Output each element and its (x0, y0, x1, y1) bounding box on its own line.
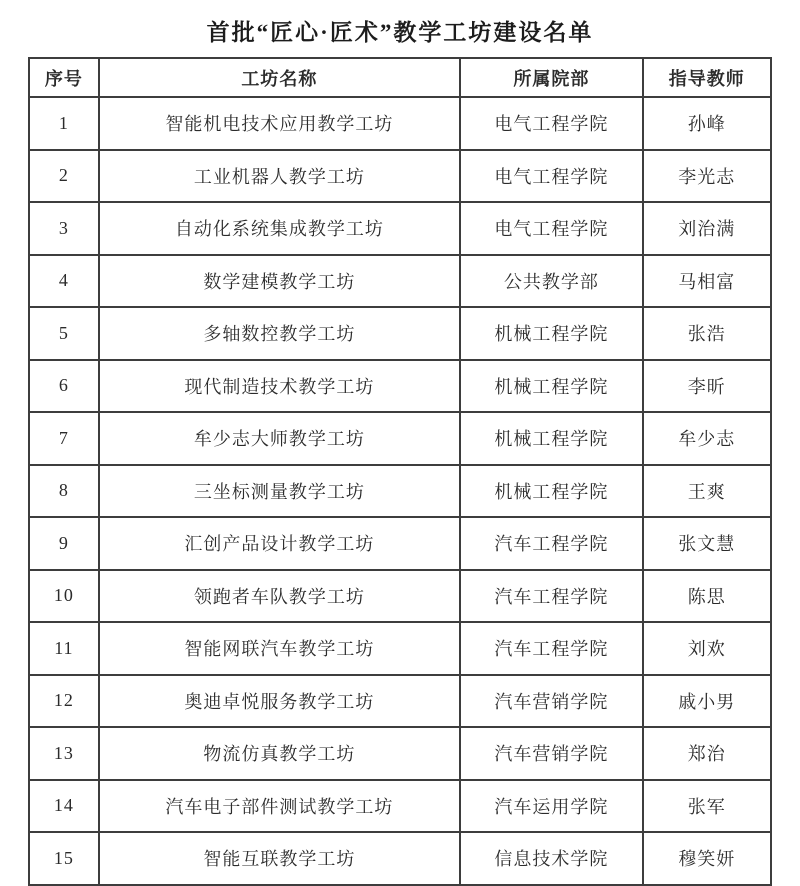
seq-cell: 15 (29, 832, 99, 885)
table-header-row (29, 58, 771, 97)
dept-cell: 汽车营销学院 (460, 675, 643, 728)
dept-cell: 汽车营销学院 (460, 727, 643, 780)
seq-cell: 9 (29, 517, 99, 570)
header-name: 工坊名称 (99, 58, 460, 97)
seq-cell: 10 (29, 570, 99, 623)
header-dept: 所属院部 (460, 58, 643, 97)
table-row (29, 360, 771, 413)
table-row (29, 465, 771, 518)
name-cell: 智能机电技术应用教学工坊 (99, 97, 460, 150)
table-row (29, 307, 771, 360)
name-cell: 自动化系统集成教学工坊 (99, 202, 460, 255)
table-row (29, 412, 771, 465)
dept-cell: 机械工程学院 (460, 465, 643, 518)
teacher-cell: 戚小男 (643, 675, 771, 728)
dept-cell: 公共教学部 (460, 255, 643, 308)
dept-cell: 电气工程学院 (460, 202, 643, 255)
workshop-table (28, 57, 772, 886)
table-row (29, 150, 771, 203)
name-cell: 三坐标测量教学工坊 (99, 465, 460, 518)
table-row (29, 202, 771, 255)
seq-cell: 1 (29, 97, 99, 150)
seq-cell: 5 (29, 307, 99, 360)
name-cell: 领跑者车队教学工坊 (99, 570, 460, 623)
teacher-cell: 张军 (643, 780, 771, 833)
dept-cell: 汽车运用学院 (460, 780, 643, 833)
table-row (29, 675, 771, 728)
name-cell: 数学建模教学工坊 (99, 255, 460, 308)
name-cell: 奥迪卓悦服务教学工坊 (99, 675, 460, 728)
teacher-cell: 郑治 (643, 727, 771, 780)
seq-cell: 12 (29, 675, 99, 728)
teacher-cell: 张文慧 (643, 517, 771, 570)
name-cell: 汽车电子部件测试教学工坊 (99, 780, 460, 833)
seq-cell: 8 (29, 465, 99, 518)
teacher-cell: 李光志 (643, 150, 771, 203)
name-cell: 现代制造技术教学工坊 (99, 360, 460, 413)
name-cell: 智能互联教学工坊 (99, 832, 460, 885)
table-row (29, 780, 771, 833)
seq-cell: 14 (29, 780, 99, 833)
name-cell: 智能网联汽车教学工坊 (99, 622, 460, 675)
name-cell: 工业机器人教学工坊 (99, 150, 460, 203)
header-teacher: 指导教师 (643, 58, 771, 97)
dept-cell: 汽车工程学院 (460, 622, 643, 675)
table-row (29, 727, 771, 780)
name-cell: 牟少志大师教学工坊 (99, 412, 460, 465)
dept-cell: 电气工程学院 (460, 150, 643, 203)
seq-cell: 11 (29, 622, 99, 675)
table-row (29, 517, 771, 570)
teacher-cell: 孙峰 (643, 97, 771, 150)
seq-cell: 7 (29, 412, 99, 465)
dept-cell: 机械工程学院 (460, 360, 643, 413)
header-seq: 序号 (29, 58, 99, 97)
seq-cell: 13 (29, 727, 99, 780)
teacher-cell: 刘治满 (643, 202, 771, 255)
name-cell: 多轴数控教学工坊 (99, 307, 460, 360)
table-row (29, 570, 771, 623)
table-row (29, 832, 771, 885)
teacher-cell: 张浩 (643, 307, 771, 360)
seq-cell: 6 (29, 360, 99, 413)
seq-cell: 3 (29, 202, 99, 255)
teacher-cell: 刘欢 (643, 622, 771, 675)
page-title: 首批“匠心·匠术”教学工坊建设名单 (206, 20, 594, 45)
teacher-cell: 穆笑妍 (643, 832, 771, 885)
teacher-cell: 陈思 (643, 570, 771, 623)
teacher-cell: 马相富 (643, 255, 771, 308)
table-row (29, 255, 771, 308)
teacher-cell: 王爽 (643, 465, 771, 518)
dept-cell: 机械工程学院 (460, 307, 643, 360)
dept-cell: 汽车工程学院 (460, 570, 643, 623)
dept-cell: 电气工程学院 (460, 97, 643, 150)
teacher-cell: 李昕 (643, 360, 771, 413)
dept-cell: 汽车工程学院 (460, 517, 643, 570)
dept-cell: 机械工程学院 (460, 412, 643, 465)
table-row (29, 622, 771, 675)
table-row (29, 97, 771, 150)
dept-cell: 信息技术学院 (460, 832, 643, 885)
seq-cell: 2 (29, 150, 99, 203)
name-cell: 汇创产品设计教学工坊 (99, 517, 460, 570)
teacher-cell: 牟少志 (643, 412, 771, 465)
name-cell: 物流仿真教学工坊 (99, 727, 460, 780)
seq-cell: 4 (29, 255, 99, 308)
